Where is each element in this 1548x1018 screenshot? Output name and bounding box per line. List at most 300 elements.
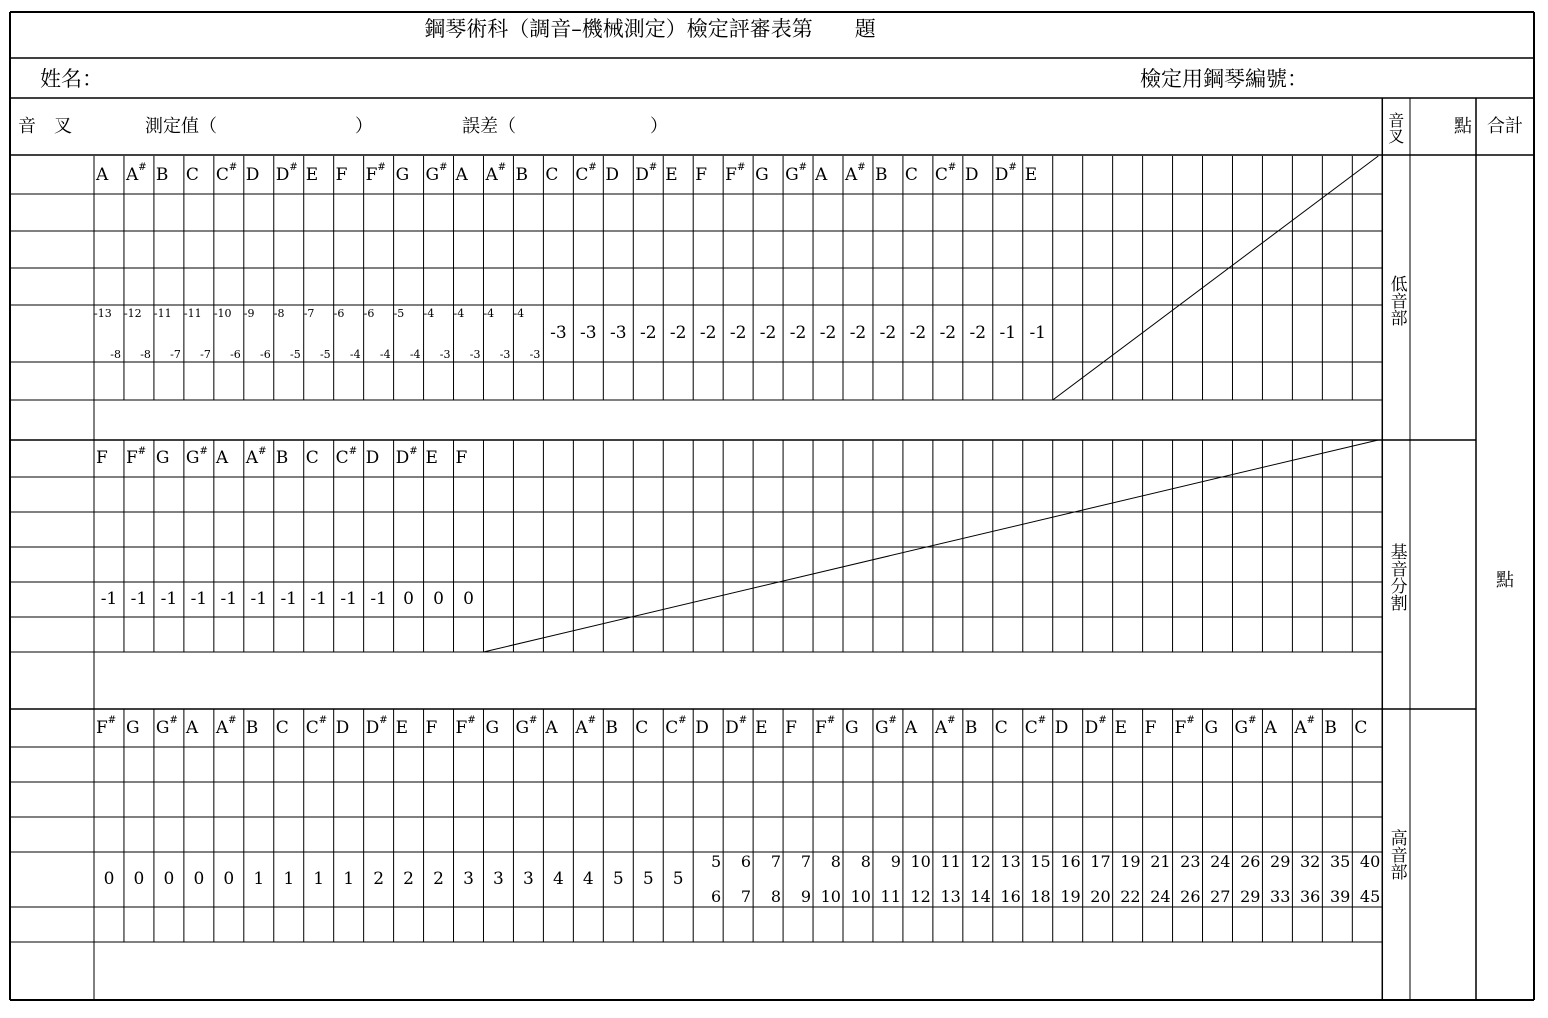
- standard-range: [1203, 852, 1233, 907]
- note-letter: E: [1114, 717, 1128, 738]
- note-cell: [394, 440, 424, 477]
- standard-value: -2: [939, 323, 957, 343]
- sharp-sign: #: [439, 162, 448, 173]
- standard-upper: -13: [94, 307, 112, 320]
- sharp-sign: #: [379, 715, 388, 726]
- standard-upper: 5: [710, 852, 722, 871]
- error-total-open: [668, 942, 684, 1000]
- note-cell: [1203, 709, 1233, 747]
- key-number: [394, 194, 424, 231]
- note-cell: [424, 709, 454, 747]
- standard-upper: -6: [333, 307, 345, 320]
- form-title: 鋼琴術科（調音–機械測定）檢定評審表第 題: [424, 16, 876, 41]
- note-cell: [454, 156, 484, 194]
- note-cell: [483, 709, 513, 747]
- note-cell: [843, 709, 873, 747]
- key-number: [1023, 194, 1053, 231]
- note-letter: D: [695, 717, 709, 738]
- note-letter: E: [425, 448, 438, 468]
- key-number: [813, 194, 843, 231]
- key-number: [454, 477, 484, 512]
- row-label-no: [16, 194, 90, 231]
- standard-upper: -4: [513, 307, 525, 320]
- standard-upper: 24: [1210, 852, 1231, 871]
- note-cell: [1143, 709, 1173, 747]
- sharp-sign: #: [348, 445, 358, 457]
- key-number: [1143, 747, 1173, 782]
- standard-upper: 15: [1030, 852, 1051, 871]
- standard-value: 5: [642, 869, 654, 889]
- key-number: [603, 747, 633, 782]
- standard-value: 2: [433, 869, 444, 889]
- key-number: [184, 477, 214, 512]
- standard-value: -2: [759, 323, 777, 343]
- standard-value: -2: [669, 323, 687, 343]
- key-number: [94, 747, 124, 782]
- sharp-sign: #: [678, 715, 687, 726]
- standard-value: 3: [463, 869, 474, 889]
- error-total-close: [792, 942, 808, 1000]
- standard-range: [154, 305, 184, 362]
- row-label-measured: [16, 512, 90, 547]
- note-letter: A: [815, 164, 828, 185]
- note-letter: A: [1294, 717, 1307, 738]
- note-cell: [244, 156, 274, 194]
- standard-lower: -4: [409, 348, 421, 361]
- note-letter: F: [455, 448, 468, 468]
- fork-error-label: 誤差（: [462, 116, 516, 137]
- standard-upper: 23: [1180, 852, 1201, 871]
- note-cell: [364, 440, 394, 477]
- fork-measured-label: 測定值（: [145, 116, 217, 137]
- standard-lower: 12: [910, 887, 931, 906]
- note-letter: F: [125, 448, 138, 468]
- note-letter: F: [1174, 717, 1187, 738]
- key-number: [933, 194, 963, 231]
- standard-lower: -6: [260, 348, 271, 361]
- note-letter: G: [874, 717, 889, 738]
- standard-range: [304, 305, 334, 362]
- grand-total-points: 點: [1496, 570, 1514, 591]
- note-cell: [933, 709, 963, 747]
- standard-range: [454, 305, 484, 362]
- note-letter: E: [305, 164, 319, 185]
- standard-range: [1322, 852, 1352, 907]
- note-cell: [1023, 156, 1053, 194]
- standard-upper: -8: [273, 307, 285, 320]
- note-cell: [184, 709, 214, 747]
- note-letter: D: [365, 448, 380, 468]
- note-cell: [1083, 709, 1113, 747]
- note-cell: [454, 709, 484, 747]
- note-letter: C: [1354, 717, 1368, 738]
- row-label-standard: [16, 582, 90, 617]
- note-letter: F: [96, 448, 108, 468]
- key-number: [454, 747, 484, 782]
- note-cell: [214, 156, 244, 194]
- note-cell: [873, 709, 903, 747]
- note-cell: [633, 709, 663, 747]
- key-number: [1203, 747, 1233, 782]
- standard-lower: 39: [1329, 887, 1351, 906]
- sharp-sign: #: [377, 162, 386, 173]
- key-number: [903, 747, 933, 782]
- key-number: [454, 194, 484, 231]
- note-letter: D: [275, 164, 290, 185]
- key-number: [334, 747, 364, 782]
- note-cell: [633, 156, 663, 194]
- note-letter: F: [695, 164, 707, 185]
- standard-range: [1113, 852, 1143, 907]
- key-number: [154, 477, 184, 512]
- standard-value: -1: [310, 589, 327, 609]
- standard-lower: -8: [140, 348, 151, 361]
- sharp-sign: #: [736, 162, 746, 173]
- note-letter: F: [96, 717, 108, 738]
- note-letter: F: [425, 717, 438, 738]
- note-letter: D: [335, 717, 350, 738]
- standard-value: 4: [552, 869, 564, 889]
- error-total-open: [668, 652, 684, 713]
- fork-header-text: 音叉: [1385, 112, 1405, 144]
- note-cell: [543, 156, 573, 194]
- standard-value: 0: [463, 589, 474, 609]
- standard-lower: 10: [850, 887, 871, 906]
- standard-lower: -5: [289, 348, 301, 361]
- row-label-error_total: [16, 942, 90, 1000]
- standard-lower: 13: [940, 887, 961, 906]
- sharp-sign: #: [1037, 715, 1047, 726]
- standard-range: [1262, 852, 1292, 907]
- key-number: [1113, 747, 1143, 782]
- sharp-sign: #: [137, 445, 147, 457]
- note-letter: D: [365, 717, 380, 738]
- standard-lower: -3: [469, 348, 481, 361]
- unused-cells-strike: [483, 440, 1378, 652]
- standard-range: [1053, 852, 1083, 907]
- standard-value: -2: [729, 323, 747, 343]
- standard-upper: 26: [1240, 852, 1261, 871]
- key-number: [244, 194, 274, 231]
- sharp-sign: #: [467, 715, 476, 726]
- standard-value: 0: [163, 869, 175, 889]
- note-letter: A: [215, 717, 229, 738]
- note-letter: F: [725, 164, 737, 185]
- standard-range: [843, 852, 873, 907]
- note-cell: [843, 156, 873, 194]
- key-number: [513, 747, 543, 782]
- key-number: [873, 194, 903, 231]
- standard-value: 5: [612, 869, 624, 889]
- standard-value: -2: [879, 323, 897, 343]
- note-letter: C: [934, 164, 948, 185]
- row-label-name: [16, 709, 90, 747]
- standard-value: -2: [699, 323, 717, 343]
- row-label-base: [16, 817, 90, 852]
- key-number: [334, 477, 364, 512]
- standard-value: 1: [253, 869, 265, 889]
- key-number: [154, 194, 184, 231]
- note-cell: [693, 709, 723, 747]
- sharp-sign: #: [318, 715, 328, 726]
- note-cell: [274, 440, 304, 477]
- note-cell: [1023, 709, 1053, 747]
- standard-range: [933, 852, 963, 907]
- note-cell: [424, 440, 454, 477]
- row-label-diff: [16, 617, 90, 652]
- key-number: [124, 747, 154, 782]
- standard-upper: -10: [213, 307, 232, 320]
- note-cell: [124, 709, 154, 747]
- standard-range: [184, 305, 214, 362]
- standard-upper: -11: [183, 307, 202, 320]
- key-number: [813, 747, 843, 782]
- fork-points-label: 點: [1454, 116, 1472, 137]
- key-number: [573, 747, 603, 782]
- row-label-measured: [16, 782, 90, 817]
- note-cell: [184, 156, 214, 194]
- key-number: [723, 747, 753, 782]
- standard-range: [1083, 852, 1113, 907]
- standard-upper: 7: [800, 852, 812, 871]
- error-total-close: [792, 652, 808, 713]
- key-number: [364, 477, 394, 512]
- standard-value: -2: [819, 323, 837, 343]
- standard-lower: -7: [170, 348, 181, 361]
- standard-lower: 6: [710, 887, 722, 906]
- standard-lower: 29: [1240, 887, 1261, 906]
- note-letter: B: [874, 164, 888, 185]
- standard-value: -3: [610, 323, 627, 343]
- note-letter: C: [305, 448, 319, 468]
- key-number: [394, 747, 424, 782]
- note-cell: [304, 709, 334, 747]
- region-points: [1410, 440, 1476, 713]
- standard-lower: -7: [200, 348, 211, 361]
- key-number: [184, 747, 214, 782]
- standard-value: 5: [672, 869, 684, 889]
- key-number: [663, 747, 693, 782]
- standard-upper: -7: [303, 307, 315, 320]
- row-label-no: [16, 747, 90, 782]
- key-number: [1053, 747, 1083, 782]
- standard-upper: 11: [940, 852, 961, 871]
- key-number: [543, 194, 573, 231]
- standard-upper: -6: [363, 307, 375, 320]
- note-cell: [274, 156, 304, 194]
- standard-range: [1232, 852, 1262, 907]
- sharp-sign: #: [258, 445, 267, 457]
- key-number: [424, 194, 454, 231]
- row-label-no: [16, 477, 90, 512]
- note-cell: [813, 156, 843, 194]
- note-letter: C: [275, 717, 289, 738]
- note-cell: [483, 156, 513, 194]
- note-letter: D: [725, 717, 739, 738]
- note-letter: C: [665, 717, 679, 738]
- note-cell: [364, 156, 394, 194]
- fork-measured-close: ）: [355, 116, 373, 137]
- standard-lower: 10: [820, 887, 841, 906]
- standard-upper: 19: [1120, 852, 1141, 871]
- note-letter: A: [245, 448, 259, 468]
- key-number: [214, 194, 244, 231]
- standard-range: [1352, 852, 1382, 907]
- note-letter: G: [515, 717, 530, 738]
- standard-lower: 26: [1180, 887, 1201, 906]
- row-label-standard: [16, 305, 90, 362]
- key-number: [693, 194, 723, 231]
- key-number: [1292, 747, 1322, 782]
- sharp-sign: #: [1008, 162, 1017, 173]
- standard-upper: 29: [1270, 852, 1291, 871]
- note-letter: F: [335, 164, 348, 185]
- key-number: [214, 477, 244, 512]
- key-number: [573, 194, 603, 231]
- standard-lower: 14: [970, 887, 991, 906]
- sharp-sign: #: [138, 162, 147, 173]
- key-number: [124, 477, 154, 512]
- note-letter: B: [155, 164, 169, 185]
- standard-range: [334, 305, 364, 362]
- region-points: [1410, 156, 1476, 444]
- note-letter: E: [665, 164, 678, 185]
- standard-lower: 19: [1060, 887, 1081, 906]
- key-number: [1173, 747, 1203, 782]
- key-number: [903, 194, 933, 231]
- sharp-sign: #: [947, 162, 957, 173]
- note-letter: C: [994, 717, 1008, 738]
- note-letter: G: [155, 448, 170, 468]
- standard-lower: 16: [1000, 887, 1021, 906]
- standard-value: -1: [100, 589, 118, 609]
- standard-upper: 17: [1090, 852, 1111, 871]
- key-number: [603, 194, 633, 231]
- sharp-sign: #: [648, 162, 658, 173]
- standard-value: -2: [789, 323, 807, 343]
- note-cell: [124, 440, 154, 477]
- note-letter: G: [845, 717, 859, 738]
- region-text: 基音分割: [1386, 542, 1407, 611]
- row-label-measured: [16, 231, 90, 268]
- row-label-base: [16, 268, 90, 305]
- standard-range: [214, 305, 244, 362]
- note-cell: [1262, 709, 1292, 747]
- standard-range: [693, 852, 723, 907]
- key-number: [993, 747, 1023, 782]
- standard-lower: 45: [1359, 887, 1381, 906]
- note-cell: [154, 709, 184, 747]
- key-number: [334, 194, 364, 231]
- standard-value: -2: [909, 323, 927, 343]
- standard-value: -3: [550, 323, 567, 343]
- sharp-sign: #: [588, 162, 597, 173]
- note-cell: [454, 440, 484, 477]
- row-label-standard: [16, 852, 90, 907]
- standard-value: 2: [403, 869, 414, 889]
- standard-value: 0: [223, 869, 235, 889]
- note-letter: A: [545, 717, 558, 738]
- key-number: [993, 194, 1023, 231]
- note-cell: [334, 440, 364, 477]
- note-letter: B: [515, 164, 528, 185]
- key-number: [304, 194, 334, 231]
- key-number: [693, 747, 723, 782]
- note-cell: [334, 156, 364, 194]
- note-cell: [244, 709, 274, 747]
- standard-upper: 8: [830, 852, 841, 871]
- note-letter: C: [215, 164, 229, 185]
- note-cell: [663, 709, 693, 747]
- key-number: [274, 477, 304, 512]
- key-number: [364, 747, 394, 782]
- sharp-sign: #: [228, 162, 238, 173]
- key-number: [663, 194, 693, 231]
- standard-lower: 8: [770, 887, 782, 906]
- row-label-name: [16, 156, 90, 194]
- key-number: [873, 747, 903, 782]
- standard-range: [244, 305, 274, 362]
- standard-lower: 7: [740, 887, 752, 906]
- region-label: [1382, 156, 1410, 444]
- standard-lower: 9: [800, 887, 812, 906]
- note-cell: [1322, 709, 1352, 747]
- total-header-label: 合計: [1487, 116, 1523, 137]
- key-number: [483, 747, 513, 782]
- note-letter: B: [245, 717, 259, 738]
- note-letter: C: [545, 164, 559, 185]
- note-letter: F: [785, 717, 797, 738]
- key-number: [244, 477, 274, 512]
- standard-lower: -4: [349, 348, 361, 361]
- note-letter: D: [1084, 717, 1099, 738]
- standard-upper: 21: [1150, 852, 1171, 871]
- sharp-sign: #: [1248, 715, 1257, 726]
- note-cell: [543, 709, 573, 747]
- key-number: [424, 747, 454, 782]
- note-cell: [1352, 709, 1382, 747]
- note-letter: D: [994, 164, 1009, 185]
- standard-range: [1173, 852, 1203, 907]
- tuning-fork-label: 音 叉: [18, 116, 72, 137]
- region-text: 高音部: [1386, 829, 1407, 880]
- key-number: [124, 194, 154, 231]
- standard-upper: -4: [453, 307, 465, 320]
- standard-value: 1: [283, 869, 295, 889]
- standard-value: 1: [313, 869, 325, 889]
- key-number: [633, 747, 663, 782]
- standard-value: -1: [280, 589, 297, 609]
- key-number: [154, 747, 184, 782]
- standard-value: 3: [523, 869, 534, 889]
- note-cell: [963, 709, 993, 747]
- piano-number-label: 檢定用鋼琴編號：: [1140, 66, 1308, 91]
- standard-upper: 32: [1299, 852, 1321, 871]
- standard-value: 0: [103, 869, 115, 889]
- note-cell: [364, 709, 394, 747]
- note-letter: A: [96, 164, 109, 185]
- key-number: [753, 194, 783, 231]
- note-letter: C: [575, 164, 589, 185]
- note-cell: [94, 709, 124, 747]
- note-cell: [993, 709, 1023, 747]
- key-number: [633, 194, 663, 231]
- standard-upper: 9: [890, 852, 901, 871]
- note-letter: A: [934, 717, 948, 738]
- standard-lower: 33: [1270, 887, 1291, 906]
- key-number: [424, 477, 454, 512]
- standard-value: -1: [130, 589, 148, 609]
